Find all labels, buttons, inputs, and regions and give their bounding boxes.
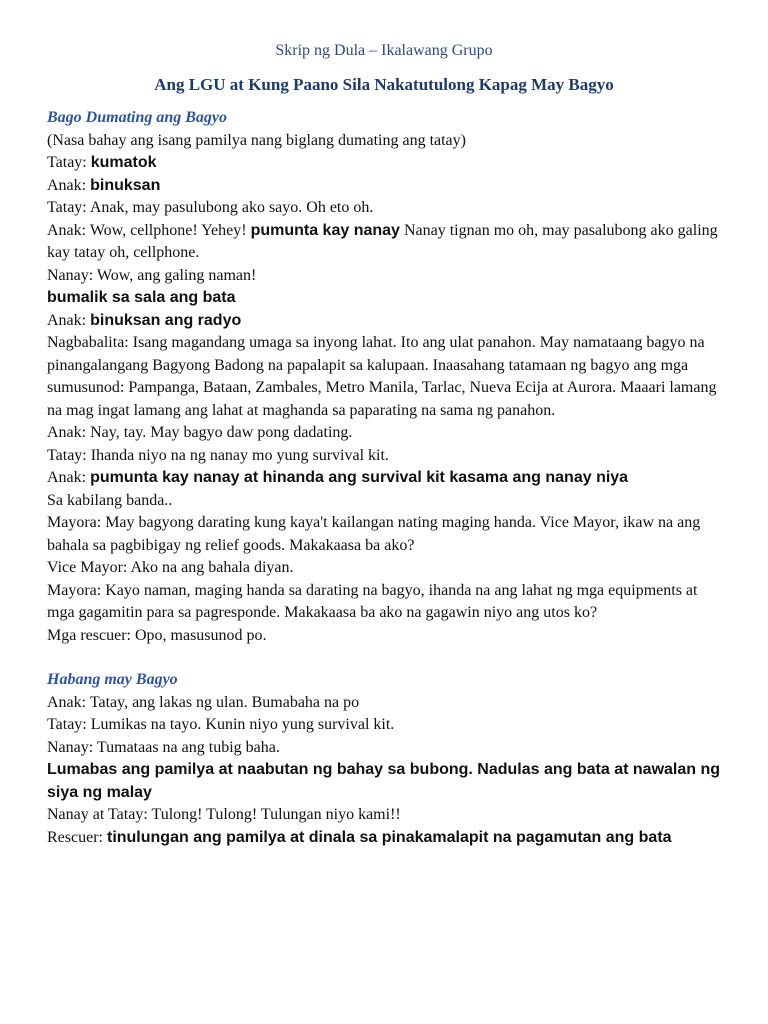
dialogue-line [47,310,727,333]
dialogue-line: Tatay: Ihanda niyo na ng nanay mo yung survival kit. [47,446,389,464]
section-spacer [47,647,727,669]
action-text: pumunta kay nanay [250,221,400,239]
speaker: Tatay: [47,154,91,171]
action-text: binuksan [90,176,161,194]
dialogue-line: Mayora: May bagyong darating kung kaya't kailangan nating maging handa. Vice Mayor, ikaw na ang bahala sa pagbibigay ng relief goods. Makakaasa ba ako? [47,514,701,554]
dialogue-line: Tatay: Lumikas na tayo. Kunin niyo yung survival kit. [47,716,395,733]
script-body [47,107,727,849]
news-report-line: Nagbabalita: Isang magandang umaga sa inyong lahat. Ito ang ulat panahon. May namataang bagyo na pinangalangang Bagyong Badong na papalapit sa kalupaan. Inaasahang tatamaan ng bagyo ang mga sumusunod: Pampanga, Bataan, Zambales, Metro Manila, Tarlac, Nueva Ecija at Aurora. Maaari lamang na mag ingat lamang ang lahat at maghanda sa paparating na sama ng panahon. [47,334,717,419]
section-heading-before-storm: Bago Dumating ang Bagyo [47,109,228,126]
dialogue-line: Vice Mayor: Ako na ang bahala diyan. [47,559,294,576]
action-text: kumatok [90,154,157,171]
dialogue-line [47,220,727,265]
action-text: binuksan ang radyo [90,311,242,329]
dialogue-line: Tatay: Anak, may pasulubong ako sayo. Oh eto oh. [47,199,374,216]
speaker: Rescuer: [47,828,107,846]
dialogue-text: Anak: Wow, cellphone! Yehey! [47,221,251,239]
dialogue-line: Anak: Nay, tay. May bagyo daw pong dadating. [47,424,353,441]
dialogue-line: Nanay: Wow, ang galing naman! [47,266,257,284]
dialogue-line: Mayora: Kayo naman, maging handa sa darating na bagyo, ihanda na ang lahat ng mga equipments at mga gagamitin para sa pagresponde. Makakaasa ba ako na gagawin niyo ang utos ko? [47,581,698,621]
action-line: bumalik sa sala ang bata [47,289,236,306]
stage-direction: (Nasa bahay ang isang pamilya nang biglang dumating ang tatay) [47,131,466,149]
dialogue-line [47,175,727,198]
speaker: Anak: [47,469,91,486]
dialogue-line: Anak: Tatay, ang lakas ng ulan. Bumabaha na po [47,693,360,711]
dialogue-line: Nanay at Tatay: Tulong! Tulong! Tulungan niyo kami!! [47,806,401,823]
scene-transition: Sa kabilang banda.. [47,491,173,509]
action-text: pumunta kay nanay at hinanda ang survival kit kasama ang nanay niya [90,469,629,486]
section-heading-during-storm: Habang may Bagyo [47,671,178,688]
speaker: Anak: [47,311,91,329]
dialogue-line: Nanay: Tumataas na ang tubig baha. [47,738,280,756]
dialogue-line [47,827,727,850]
dialogue-line [47,467,727,490]
dialogue-line [47,152,727,175]
speaker: Anak: [47,176,91,194]
action-text: tinulungan ang pamilya at dinala sa pinakamalapit na pagamutan ang bata [106,828,672,846]
dialogue-text: Nanay tignan mo oh, may pasalubong ako galing kay tatay oh, cellphone. [47,221,718,261]
dialogue-line: Mga rescuer: Opo, masusunod po. [47,626,267,644]
action-line: Lumabas ang pamilya at naabutan ng bahay sa bubong. Nadulas ang bata at nawalan ng siya ng malay [47,761,721,801]
script-subtitle: Skrip ng Dula – Ikalawang Grupo [275,42,493,59]
script-title: Ang LGU at Kung Paano Sila Nakatutulong Kapag May Bagyo [154,75,614,94]
